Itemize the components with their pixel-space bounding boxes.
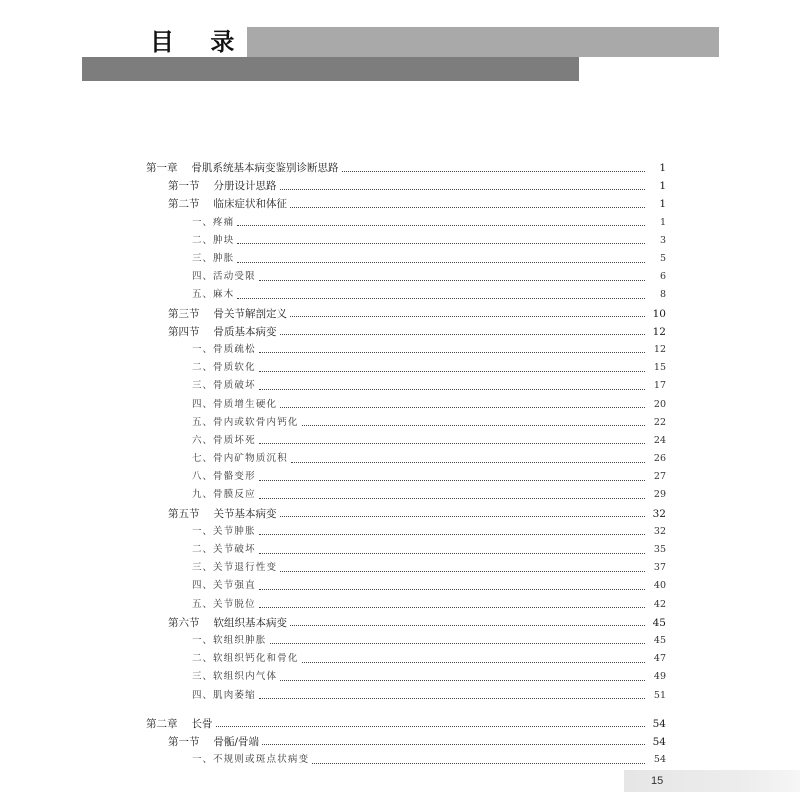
toc-subsection-entry[interactable] <box>146 395 666 413</box>
header-band-light <box>247 27 719 57</box>
toc-entry-page: 40 <box>653 580 666 592</box>
toc-subsection-entry[interactable] <box>146 377 666 395</box>
toc-entry-page: 22 <box>653 416 666 428</box>
toc-entry-title: 骨内或软骨内钙化 <box>213 416 299 428</box>
toc-entry-number: 八、 <box>192 471 214 483</box>
toc-subsection-entry[interactable] <box>146 650 666 668</box>
toc-entry-number: 第五节 <box>168 507 200 520</box>
toc-entry-page: 54 <box>652 717 666 730</box>
toc-entry-title: 软组织肿胀 <box>213 634 267 646</box>
toc-subsection-entry[interactable] <box>146 432 666 450</box>
toc-entry-number: 六、 <box>192 434 214 446</box>
toc-entry-page: 45 <box>652 616 666 629</box>
toc-dot-leader <box>216 726 646 727</box>
toc-entry-title: 肿块 <box>213 234 235 246</box>
toc-entry-page: 27 <box>653 471 666 483</box>
toc-subsection-entry[interactable] <box>146 250 666 268</box>
toc-entry-title: 软组织内气体 <box>213 671 278 683</box>
toc-entry-number: 四、 <box>192 398 214 410</box>
toc-subsection-entry[interactable] <box>146 751 666 769</box>
toc-entry-number: 第一章 <box>146 162 178 175</box>
toc-entry-page: 24 <box>653 434 666 446</box>
toc-subsection-entry[interactable] <box>146 414 666 432</box>
toc-dot-leader <box>280 516 646 517</box>
toc-entry-page: 17 <box>653 380 666 392</box>
toc-subsection-entry[interactable] <box>146 559 666 577</box>
toc-entry-page: 54 <box>653 754 666 766</box>
toc-entry-number: 四、 <box>192 271 214 283</box>
toc-subsection-entry[interactable] <box>146 596 666 614</box>
toc-dot-leader <box>259 371 645 372</box>
toc-chapter-entry[interactable] <box>146 715 666 733</box>
toc-entry-title: 骨膜反应 <box>213 489 256 501</box>
toc-entry-page: 1 <box>659 162 666 175</box>
toc-entry-page: 3 <box>659 234 666 246</box>
toc-section-entry[interactable] <box>146 177 666 195</box>
toc-entry-number: 一、 <box>192 525 214 537</box>
toc-subsection-entry[interactable] <box>146 341 666 359</box>
toc-entry-number: 四、 <box>192 580 214 592</box>
toc-entry-title: 关节肿胀 <box>213 525 256 537</box>
toc-entry-title: 骨内矿物质沉积 <box>213 453 288 465</box>
toc-dot-leader <box>280 334 646 335</box>
toc-entry-title: 骨质增生硬化 <box>213 398 278 410</box>
toc-entry-number: 第二节 <box>168 198 200 211</box>
toc-entry-title: 关节退行性变 <box>213 562 278 574</box>
toc-entry-page: 47 <box>653 653 666 665</box>
toc-entry-title: 骨质破坏 <box>213 380 256 392</box>
toc-dot-leader <box>259 534 645 535</box>
toc-dot-leader <box>270 643 645 644</box>
toc-subsection-entry[interactable] <box>146 668 666 686</box>
toc-entry-title: 临床症状和体征 <box>213 198 287 211</box>
toc-subsection-entry[interactable] <box>146 486 666 504</box>
toc-subsection-entry[interactable] <box>146 232 666 250</box>
toc-dot-leader <box>291 462 645 463</box>
toc-dot-leader <box>259 389 645 390</box>
toc-entry-page: 26 <box>653 453 666 465</box>
toc-dot-leader <box>302 425 645 426</box>
toc-section-entry[interactable] <box>146 195 666 213</box>
toc-dot-leader <box>259 480 645 481</box>
toc-entry-title: 骨肌系统基本病变鉴别诊断思路 <box>191 162 339 175</box>
toc-entry-title: 不规则或斑点状病变 <box>213 754 310 766</box>
toc-entry-page: 15 <box>653 362 666 374</box>
toc-dot-leader <box>280 407 645 408</box>
toc-entry-number: 三、 <box>192 253 214 265</box>
toc-entry-page: 10 <box>652 307 666 320</box>
toc-entry-page: 45 <box>653 634 666 646</box>
toc-section-entry[interactable] <box>146 323 666 341</box>
toc-entry-page: 32 <box>652 507 666 520</box>
toc-section-entry[interactable] <box>146 505 666 523</box>
toc-entry-number: 二、 <box>192 234 214 246</box>
toc-dot-leader <box>290 316 645 317</box>
toc-entry-title: 骨关节解剖定义 <box>213 307 287 320</box>
toc-entry-number: 四、 <box>192 689 214 701</box>
toc-entry-page: 6 <box>659 271 666 283</box>
toc-entry-title: 活动受限 <box>213 271 256 283</box>
toc-subsection-entry[interactable] <box>146 450 666 468</box>
toc-gap <box>146 705 666 715</box>
toc-dot-leader <box>342 171 646 172</box>
toc-entry-title: 疼痛 <box>213 216 235 228</box>
toc-entry-page: 12 <box>653 343 666 355</box>
toc-entry-number: 三、 <box>192 562 214 574</box>
toc-entry-number: 五、 <box>192 289 214 301</box>
toc-entry-number: 第一节 <box>168 735 200 748</box>
toc-entry-page: 35 <box>653 544 666 556</box>
page-number: 15 <box>651 775 664 787</box>
toc-entry-page: 8 <box>659 289 666 301</box>
toc-dot-leader <box>312 763 645 764</box>
toc-dot-leader <box>280 571 645 572</box>
toc-entry-title: 分册设计思路 <box>213 180 277 193</box>
page-title: 目 录 <box>150 28 249 56</box>
toc-entry-title: 骨骺/骨端 <box>213 735 260 748</box>
toc-entry-title: 长骨 <box>191 717 213 730</box>
toc-subsection-entry[interactable] <box>146 523 666 541</box>
toc-dot-leader <box>259 498 645 499</box>
toc-entry-page: 54 <box>652 735 666 748</box>
toc-dot-leader <box>259 698 645 699</box>
toc-dot-leader <box>259 607 645 608</box>
toc-subsection-entry[interactable] <box>146 577 666 595</box>
toc-subsection-entry[interactable] <box>146 468 666 486</box>
toc-entry-title: 软组织基本病变 <box>213 616 287 629</box>
toc-dot-leader <box>290 625 645 626</box>
toc-subsection-entry[interactable] <box>146 686 666 704</box>
toc-section-entry[interactable] <box>146 733 666 751</box>
toc-subsection-entry[interactable] <box>146 359 666 377</box>
toc-dot-leader <box>259 553 645 554</box>
toc-subsection-entry[interactable] <box>146 286 666 304</box>
toc-entry-number: 一、 <box>192 343 214 355</box>
toc-entry-page: 1 <box>659 198 666 211</box>
toc-entry-number: 二、 <box>192 362 214 374</box>
toc-entry-title: 关节强直 <box>213 580 256 592</box>
toc-entry-page: 5 <box>659 253 666 265</box>
toc-entry-page: 49 <box>653 671 666 683</box>
toc-dot-leader <box>237 262 645 263</box>
toc-entry-title: 骨骼变形 <box>213 471 256 483</box>
toc-dot-leader <box>259 352 645 353</box>
toc-entry-number: 第四节 <box>168 325 200 338</box>
toc-entry-page: 12 <box>652 325 666 338</box>
toc-subsection-entry[interactable] <box>146 541 666 559</box>
toc-entry-page: 1 <box>659 216 666 228</box>
toc-entry-number: 第六节 <box>168 616 200 629</box>
toc-entry-page: 20 <box>653 398 666 410</box>
toc-entry-number: 五、 <box>192 598 214 610</box>
toc-entry-number: 一、 <box>192 634 214 646</box>
toc-entry-page: 51 <box>653 689 666 701</box>
toc-entry-page: 1 <box>659 180 666 193</box>
toc-entry-number: 第一节 <box>168 180 200 193</box>
toc-dot-leader <box>237 243 645 244</box>
toc-entry-page: 37 <box>653 562 666 574</box>
toc-section-entry[interactable] <box>146 614 666 632</box>
toc-entry-title: 骨质软化 <box>213 362 256 374</box>
toc-entry-title: 骨质坏死 <box>213 434 256 446</box>
toc-entry-number: 七、 <box>192 453 214 465</box>
toc-entry-number: 第三节 <box>168 307 200 320</box>
toc-entry-number: 一、 <box>192 754 214 766</box>
toc-entry-number: 五、 <box>192 416 214 428</box>
header-band-dark <box>82 57 579 81</box>
toc-entry-title: 关节脱位 <box>213 598 256 610</box>
toc-dot-leader <box>259 589 645 590</box>
toc-entry-title: 肌肉萎缩 <box>213 689 256 701</box>
toc-dot-leader <box>259 443 645 444</box>
toc-entry-page: 29 <box>653 489 666 501</box>
toc-dot-leader <box>237 298 645 299</box>
toc-entry-number: 一、 <box>192 216 214 228</box>
toc-entry-title: 软组织钙化和骨化 <box>213 653 299 665</box>
toc-entry-title: 麻木 <box>213 289 235 301</box>
toc-dot-leader <box>262 744 645 745</box>
toc-entry-title: 肿胀 <box>213 253 235 265</box>
toc-dot-leader <box>290 207 645 208</box>
toc-entry-title: 关节基本病变 <box>213 507 277 520</box>
toc-entry-number: 第二章 <box>146 717 178 730</box>
toc-subsection-entry[interactable] <box>146 268 666 286</box>
toc-entry-number: 九、 <box>192 489 214 501</box>
toc-subsection-entry[interactable] <box>146 214 666 232</box>
toc-dot-leader <box>280 680 645 681</box>
toc-entry-title: 骨质基本病变 <box>213 325 277 338</box>
toc-entry-number: 三、 <box>192 671 214 683</box>
toc-entry-title: 骨质疏松 <box>213 343 256 355</box>
toc-entry-number: 三、 <box>192 380 214 392</box>
toc-subsection-entry[interactable] <box>146 632 666 650</box>
toc-entry-number: 二、 <box>192 544 214 556</box>
toc-dot-leader <box>302 662 645 663</box>
table-of-contents <box>146 159 666 769</box>
toc-entry-title: 关节破坏 <box>213 544 256 556</box>
toc-section-entry[interactable] <box>146 305 666 323</box>
toc-entry-page: 32 <box>653 525 666 537</box>
toc-entry-number: 二、 <box>192 653 214 665</box>
toc-dot-leader <box>280 189 646 190</box>
toc-dot-leader <box>259 280 645 281</box>
toc-dot-leader <box>237 225 645 226</box>
toc-entry-page: 42 <box>653 598 666 610</box>
toc-chapter-entry[interactable] <box>146 159 666 177</box>
